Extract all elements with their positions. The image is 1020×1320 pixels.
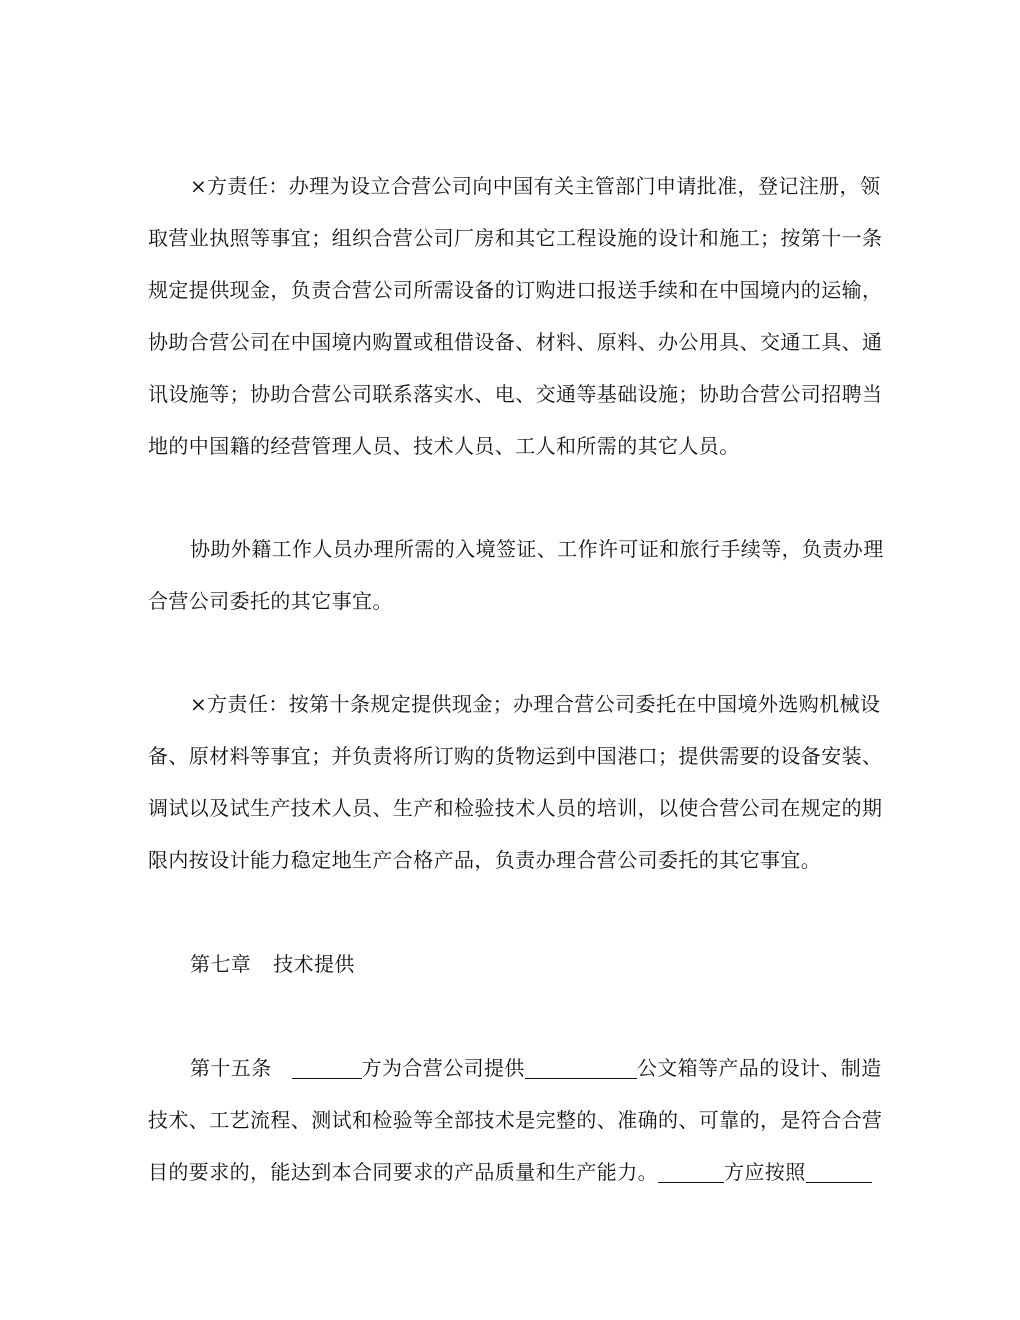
- text-line: 备、原材料等事宜；并负责将所订购的货物运到中国港口；提供需要的设备安装、: [148, 744, 883, 768]
- text-line: 限内按设计能力稳定地生产合格产品，负责办理合营公司委托的其它事宜。: [148, 848, 822, 872]
- text-line: 讯设施等；协助合营公司联系落实水、电、交通等基础设施；协助合营公司招聘当: [148, 382, 883, 406]
- text-segment: 公文箱等产品的设计、制造: [636, 1056, 882, 1080]
- article-15: [148, 1042, 888, 1198]
- text-line: 协助外籍工作人员办理所需的入境签证、工作许可证和旅行手续等，负责办理: [190, 537, 884, 561]
- text-segment: 目的要求的，能达到本合同要求的产品质量和生产能力。: [148, 1160, 658, 1184]
- text-line: ×方责任：办理为设立合营公司向中国有关主管部门申请批准，登记注册，领: [190, 174, 881, 198]
- text-line: 取营业执照等事宜；组织合营公司厂房和其它工程设施的设计和施工；按第十一条: [148, 226, 883, 250]
- chapter-number: 第七章: [190, 952, 252, 976]
- text-segment: 方为合营公司提供: [361, 1056, 525, 1080]
- text-line: 地的中国籍的经营管理人员、技术人员、工人和所需的其它人员。: [148, 434, 740, 458]
- text-segment: 方应按照: [724, 1160, 806, 1184]
- text-line: 规定提供现金，负责合营公司所需设备的订购进口报送手续和在中国境内的运输，: [148, 278, 883, 302]
- text-line: ×方责任：按第十条规定提供现金；办理合营公司委托在中国境外选购机械设: [190, 692, 881, 716]
- fill-in-blank: [525, 1058, 637, 1079]
- paragraph-party-a-responsibilities: [148, 160, 888, 472]
- paragraph-foreign-staff-assistance: [148, 523, 888, 627]
- text-line: 协助合营公司在中国境内购置或租借设备、材料、原料、办公用具、交通工具、通: [148, 330, 883, 354]
- chapter-heading: [148, 938, 888, 990]
- paragraph-party-b-responsibilities: [148, 678, 888, 886]
- text-line: 合营公司委托的其它事宜。: [148, 589, 393, 613]
- fill-in-blank: [658, 1162, 724, 1183]
- fill-in-blank: [806, 1162, 872, 1183]
- text-line: 技术、工艺流程、测试和检验等全部技术是完整的、准确的、可靠的，是符合合营: [148, 1108, 883, 1132]
- chapter-title: 技术提供: [273, 952, 355, 976]
- text-line: 调试以及试生产技术人员、生产和检验技术人员的培训，以使合营公司在规定的期: [148, 796, 883, 820]
- fill-in-blank: [292, 1058, 362, 1079]
- article-label: 第十五条: [190, 1056, 272, 1080]
